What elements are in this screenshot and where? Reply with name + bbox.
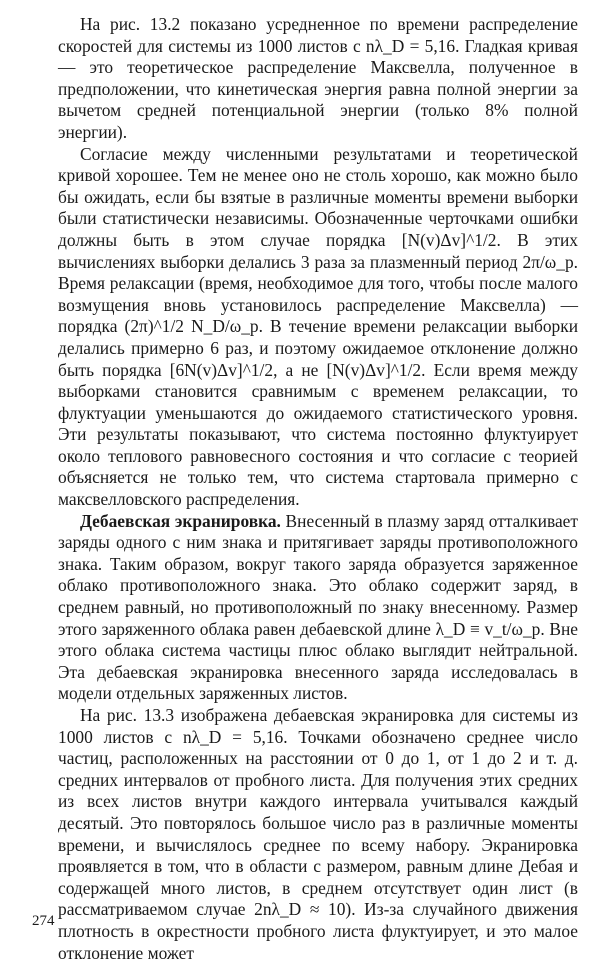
paragraph-agreement: Согласие между численными результатами и теоретической кривой хорошее. Тем не менее оно не столь хорошо, как можно было бы ожидать, если бы взятые в различные моменты времени выборки были статистически независимы. Обозначенные черточками ошибки должны быть в этом случае порядка [N(v)Δv]^1/2. В этих вычислениях выборки делались 3 раза за плазменный период 2π/ω_p. Время релаксации (время, необходимое для того, чтобы после малого возмущения вновь установилось распределение Максвелла) — порядка (2π)^1/2 N_D/ω_p. В течение времени релаксации выборки делались примерно 6 раз, и поэтому ожидаемое отклонение должно быть порядка [6N(v)Δv]^1/2, а не [N(v)Δv]^1/2. Если время между выборками становится сравнимым с временем релаксации, то флуктуации уменьшаются до ожидаемого статистического уровня. Эти результаты показывают, что система постоянно флуктуирует около теплового равновесного состояния и что согласие с теорией объясняется не только тем, что система стартовала примерно с максвелловского распределения.	[58, 143, 578, 510]
page-number: 274	[32, 913, 55, 929]
paragraph-velocity-distribution: На рис. 13.2 показано усредненное по времени распределение скоростей для системы из 1000 листов с nλ_D = 5,16. Гладкая кривая — это теоретическое распределение Максвелла, полученное в предположении, что кинетическая энергия равна полной энергии за вычетом средней потенциальной энергии (только 8% полной энергии).	[58, 14, 578, 142]
section-runin-heading: Дебаевская экранировка.	[80, 510, 281, 531]
paragraph-debye-shielding	[58, 511, 578, 705]
paragraph-figure-13-3: На рис. 13.3 изображена дебаевская экранировка для системы из 1000 листов с nλ_D = 5,16. Точками обозначено среднее число частиц, расположенных на расстоянии от 0 до 1, от 1 до 2 и т. д. средних интервалов от пробного листа. Для получения этих средних из всех листов внутри каждого интервала учитывался каждый десятый. Это повторялось большое число раз в различные моменты времени, и вычислялось среднее по всему набору. Экранировка проявляется в том, что в области с размером, равным длине Дебая и содержащей много листов, в среднем отсутствует один лист (в рассматриваемом случае 2nλ_D ≈ 10). Из-за случайного движения плотность в окрестности пробного листа флуктуирует, и это малое отклонение может	[58, 705, 578, 963]
paragraph-debye-shielding-text: Внесенный в плазму заряд отталкивает заряды одного с ним знака и притягивает заряды противоположного знака. Таким образом, вокруг такого заряда образуется заряженное облако противоположного знака. Это облако содержит заряд, в среднем равный, но противоположный по знаку внесенному. Размер этого заряженного облака равен дебаевской длине λ_D ≡ v_t/ω_p. Вне этого облака система частицы плюс облако выглядит нейтральной. Эта дебаевская экранировка внесенного заряда исследовалась в модели отдельных заряженных листов.	[58, 510, 579, 704]
